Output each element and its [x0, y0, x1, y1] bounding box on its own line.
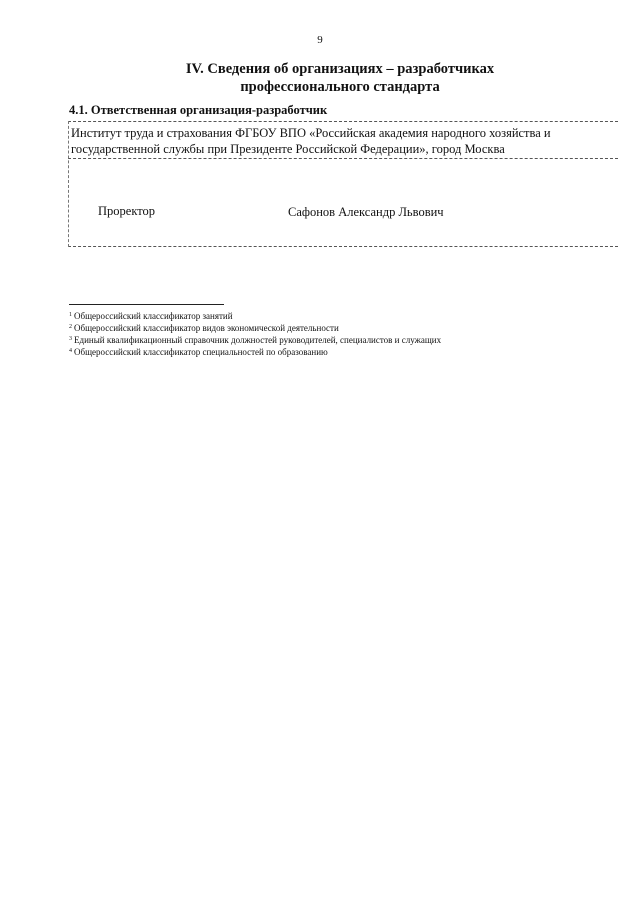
footnote-separator — [69, 304, 224, 305]
organization-name-line-2: государственной службы при Президенте Российской Федерации», город Москва — [71, 142, 505, 156]
footnotes — [69, 310, 539, 358]
footnote-mark: 3 — [69, 336, 72, 342]
section-title-line-2: профессионального стандарта — [240, 79, 440, 95]
footnote-item — [69, 310, 539, 322]
footnote-text: Общероссийский классификатор видов экономической деятельности — [74, 323, 339, 333]
section-title-line-1: IV. Сведения об организациях – разработчиках — [185, 61, 495, 77]
organization-table — [68, 121, 618, 247]
signer-position: Проректор — [98, 204, 156, 218]
table-border-middle — [68, 158, 618, 159]
footnote-mark: 4 — [69, 348, 72, 354]
footnote-text: Единый квалификационный справочник должностей руководителей, специалистов и служащих — [74, 335, 442, 345]
page-number: 9 — [317, 34, 323, 46]
footnote-item — [69, 346, 539, 358]
organization-name-line-1: Институт труда и страхования ФГБОУ ВПО «Российская академия народного хозяйства и — [71, 126, 551, 140]
table-border-top — [68, 121, 618, 122]
footnote-text: Общероссийский классификатор занятий — [74, 311, 233, 321]
table-border-bottom — [68, 246, 618, 247]
section-title — [150, 60, 530, 96]
footnote-item — [69, 334, 539, 346]
signer-name: Сафонов Александр Львович — [288, 205, 444, 219]
footnote-item — [69, 322, 539, 334]
subsection-title: 4.1. Ответственная организация-разработчик — [69, 103, 328, 117]
table-border-left — [68, 121, 69, 247]
footnote-text: Общероссийский классификатор специальностей по образованию — [74, 347, 328, 357]
footnote-mark: 1 — [69, 312, 72, 318]
organization-name — [71, 125, 611, 157]
footnote-mark: 2 — [69, 324, 72, 330]
